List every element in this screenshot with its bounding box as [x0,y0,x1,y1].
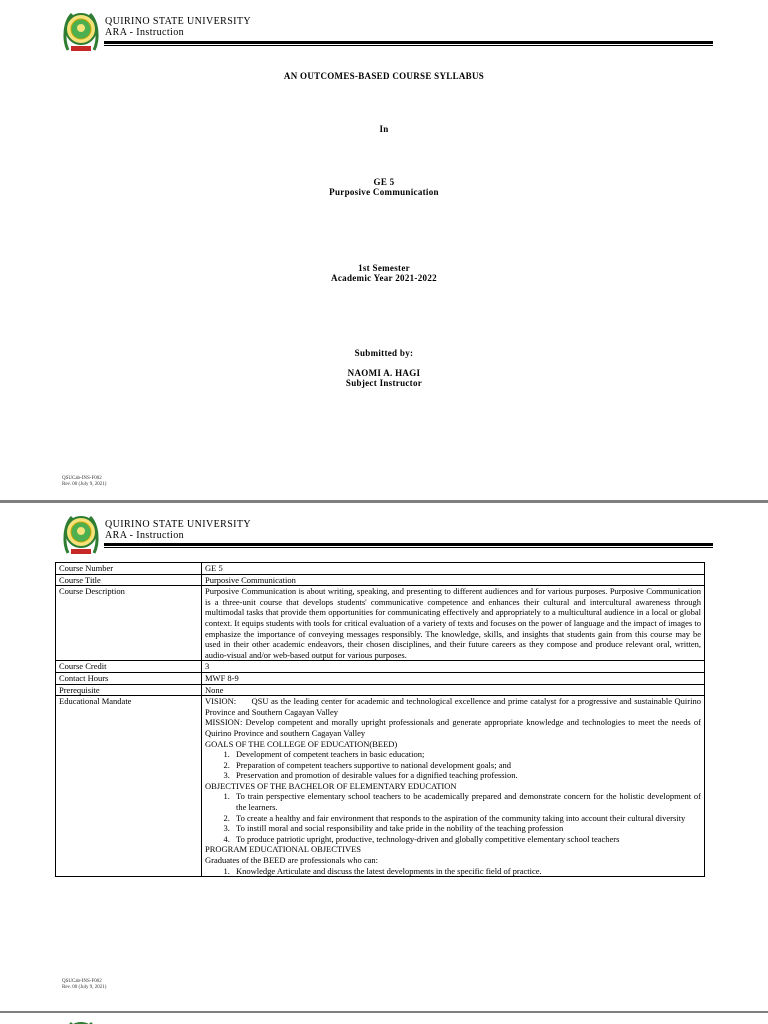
peo-intro: Graduates of the BEED are professionals who can: [205,855,379,866]
submitted-by-label: Submitted by: [354,348,414,358]
page-cover [0,0,768,500]
list-item: 1. Development of competent teachers in basic education; [232,749,701,760]
header-rule [104,543,713,546]
list-item: 4. To produce patriotic upright, productive, technology-driven and globally competitive elementary school teachers [232,834,701,845]
syllabus-title: AN OUTCOMES-BASED COURSE SYLLABUS [283,71,485,81]
form-code: QSUCab-INS-F002 [62,979,102,984]
table-row [56,672,705,684]
list-item: 2. To create a healthy and fair environment that responds to the aspiration of the community taking into account their cultural diversity [232,813,701,824]
academic-year: Academic Year 2021-2022 [331,273,437,283]
university-header [105,519,251,541]
university-name: QUIRINO STATE UNIVERSITY [105,519,252,530]
university-seal-icon [62,509,100,557]
goals-list [205,749,701,781]
list-item: 3. Preservation and promotion of desirable values for a dignified teaching profession. [232,770,701,781]
objectives-list [205,791,701,844]
mission-text: MISSION: Develop competent and morally upright professionals and generate appropriate knowledge and technologies to meet the needs of Quirino Province and southern Cagayan Valley [205,717,701,738]
course-title-label: Course Title [56,574,202,586]
page-syllabus [0,503,768,1011]
table-row [56,696,705,877]
list-item: 1. Knowledge Articulate and discuss the latest developments in the specific field of practice. [232,866,701,877]
table-row [56,661,705,673]
list-item: 2. Preparation of competent teachers supportive to national development goals; and [232,760,701,771]
office-name: ARA - Instruction [105,530,185,541]
table-row [56,684,705,696]
header-rule-thin [104,547,713,548]
header-rule-thin [104,45,713,46]
peo-list [205,866,701,877]
list-item: 1. To train perspective elementary school teachers to be academically prepared and demonstrate concern for the holistic development of the learners. [232,791,701,812]
semester: 1st Semester [358,263,410,273]
form-footer [62,979,106,991]
header-rule [104,41,713,44]
vision-text: VISION: QSU as the leading center for academic and technological excellence and prime catalyst for a progressive and sustainable Quirino Province and Southern Cagayan Valley [205,696,704,717]
table-row [56,563,705,575]
page-next [0,1013,768,1024]
course-number-value: GE 5 [202,563,705,575]
course-name: Purposive Communication [329,187,439,197]
university-header [105,16,251,38]
prerequisite-value: None [202,684,705,696]
course-number-label: Course Number [56,563,202,575]
syllabus-table [55,562,705,877]
form-footer [62,476,106,488]
table-row [56,586,705,661]
peo-heading: PROGRAM EDUCATIONAL OBJECTIVES [205,844,361,855]
instructor-role: Subject Instructor [345,378,423,388]
form-revision: Rev. 00 (July 9, 2021) [62,482,107,487]
list-item: 3. To instill moral and social responsibility and take pride in the nobility of the teaching profession [232,823,701,834]
course-title-value: Purposive Communication [202,574,705,586]
university-seal-icon [62,6,100,54]
table-row [56,574,705,586]
office-name: ARA - Instruction [105,27,185,38]
educational-mandate-label: Educational Mandate [56,696,202,877]
university-seal-icon [62,1015,100,1024]
course-description-value: Purposive Communication is about writing, speaking, and presenting to different audiences and for various purposes. Purposive Communication is a three-unit course that develops students' communicative competence and enhances their cultural and intercultural awareness through multimodal tasks that provide them opportunities for communicating effectively and appropriately to a multicultural audience in a local or global context. It equips students with tools for critical evaluation of a variety of texts and focuses on the power of language and the impact of images to emphasize the importance of conveying messages responsibly. The knowledge, skills, and insights that students gain from this course may be used in their other academic endeavors, their chosen disciplines, and their future careers as they compose and produce relevant oral, written, audio-visual and/or web-based output for various purposes. [202,586,705,661]
contact-hours-label: Contact Hours [56,672,202,684]
in-label: In [379,124,389,134]
objectives-heading: OBJECTIVES OF THE BACHELOR OF ELEMENTARY EDUCATION [205,780,457,791]
course-code: GE 5 [373,177,395,187]
instructor-name: NAOMI A. HAGI [347,368,421,378]
goals-heading: GOALS OF THE COLLEGE OF EDUCATION(BEED) [205,738,398,749]
university-name: QUIRINO STATE UNIVERSITY [105,16,252,27]
educational-mandate-value [202,696,705,877]
contact-hours-value: MWF 8-9 [202,672,705,684]
form-code: QSUCab-INS-F002 [62,476,102,481]
prerequisite-label: Prerequisite [56,684,202,696]
course-credit-value: 3 [202,661,705,673]
form-revision: Rev. 00 (July 9, 2021) [62,985,107,990]
course-credit-label: Course Credit [56,661,202,673]
course-description-label: Course Description [56,586,202,661]
